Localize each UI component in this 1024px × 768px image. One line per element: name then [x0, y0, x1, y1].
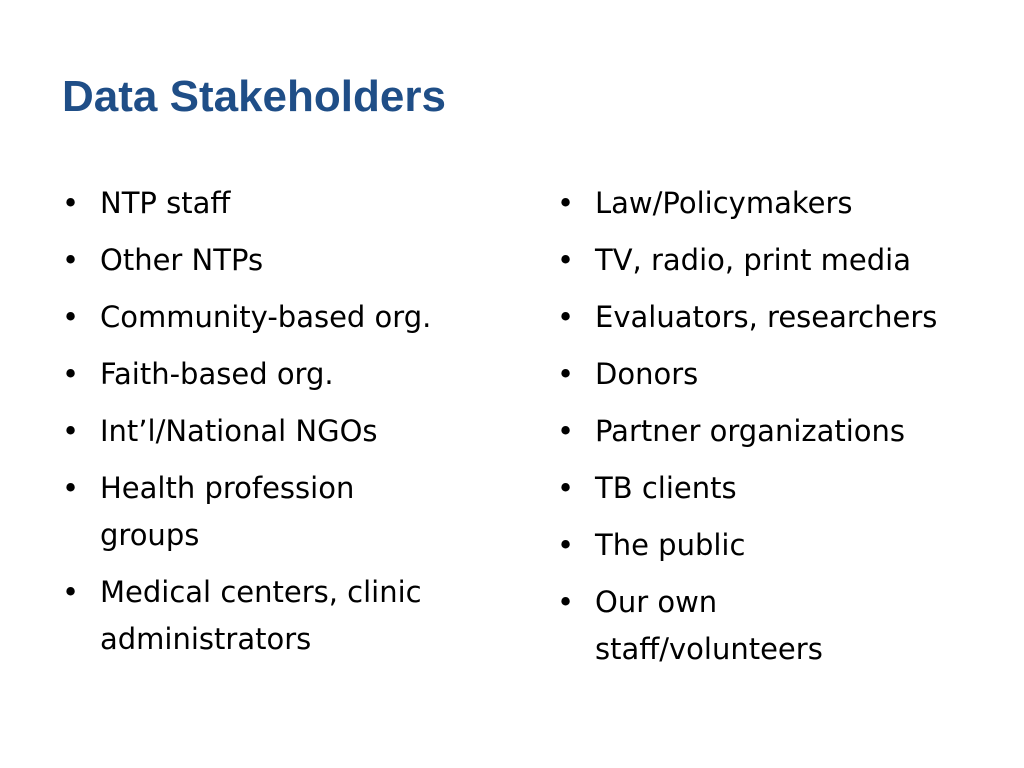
bullet-icon: • [557, 528, 575, 562]
list-item [62, 408, 492, 455]
bullet-icon: • [557, 585, 575, 619]
bullet-icon: • [62, 414, 80, 448]
list-item [557, 294, 997, 341]
list-item [62, 294, 492, 341]
bullet-icon: • [62, 575, 80, 609]
list-item [557, 408, 997, 455]
bullet-icon: • [557, 243, 575, 277]
bullet-icon: • [62, 186, 80, 220]
bullet-icon: • [557, 186, 575, 220]
list-item-text: Community-based org. [100, 300, 432, 334]
right-bullet-list [557, 180, 997, 683]
list-item-text: Medical centers, clinic administrators [100, 575, 422, 656]
list-item-text: Other NTPs [100, 243, 264, 277]
list-item [62, 569, 520, 663]
list-item-text: NTP staff [100, 186, 231, 220]
list-item [557, 465, 997, 512]
list-item [62, 465, 430, 559]
list-item-text: Donors [595, 357, 699, 391]
list-item [557, 579, 895, 673]
list-item-text: The public [595, 528, 746, 562]
bullet-icon: • [557, 357, 575, 391]
list-item [62, 180, 492, 227]
bullet-icon: • [62, 471, 80, 505]
list-item-text: Int’l/National NGOs [100, 414, 378, 448]
list-item-text: Partner organizations [595, 414, 906, 448]
bullet-icon: • [557, 300, 575, 334]
list-item [62, 351, 492, 398]
bullet-icon: • [557, 471, 575, 505]
left-bullet-list [62, 180, 492, 673]
list-item [557, 351, 997, 398]
list-item [62, 237, 492, 284]
list-item-text: Our own staff/volunteers [595, 585, 823, 666]
bullet-icon: • [62, 243, 80, 277]
list-item-text: TV, radio, print media [595, 243, 912, 277]
list-item-text: Faith-based org. [100, 357, 334, 391]
list-item-text: Law/Policymakers [595, 186, 853, 220]
bullet-icon: • [62, 300, 80, 334]
bullet-icon: • [557, 414, 575, 448]
list-item [557, 237, 997, 284]
list-item [557, 180, 997, 227]
slide-title: Data Stakeholders [62, 72, 446, 121]
bullet-icon: • [62, 357, 80, 391]
list-item-text: Evaluators, researchers [595, 300, 938, 334]
list-item-text: Health profession groups [100, 471, 355, 552]
list-item [557, 522, 997, 569]
list-item-text: TB clients [595, 471, 737, 505]
